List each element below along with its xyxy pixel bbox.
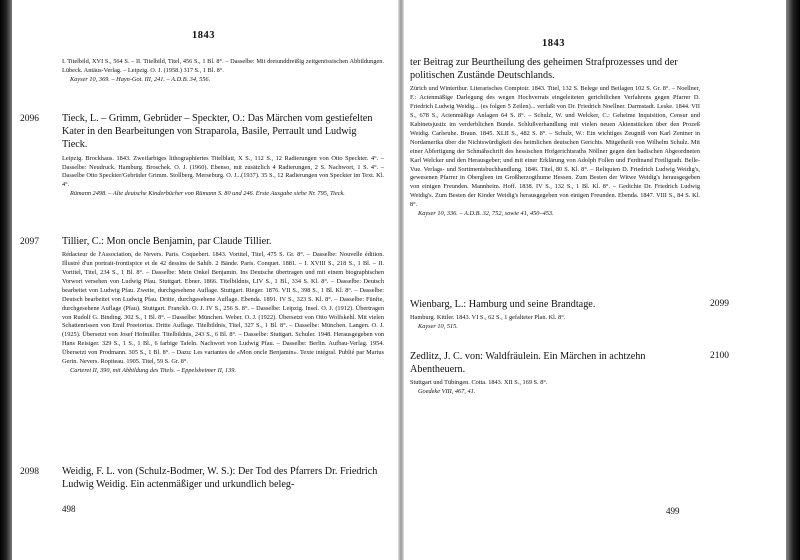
entry-body: Stuttgart und Tübingen. Cotta. 1843. XII S., 169 S. 8°. — [410, 379, 548, 387]
right-page — [410, 0, 780, 560]
entry-heading: Weidig, F. L. von (Schulz-Bodmer, W. S.): Der Tod des Pfarrers Dr. Friedrich Ludwig Weidig. Ein actenmäßiger und urkundlich beleg- — [62, 466, 378, 491]
catalog-entry — [62, 112, 384, 199]
page-year: 1843 — [192, 30, 215, 41]
entry-reference: Kayser 10, 515. — [418, 323, 458, 331]
entry-number: 2098 — [20, 467, 39, 477]
entry-heading: Zedlitz, J. C. von: Waldfräulein. Ein Märchen in achtzehn Abentheuern. — [410, 351, 646, 376]
entry-number: 2097 — [20, 237, 39, 247]
entry-body: Leipzig. Brockhaus. 1843. Zweifarbiges lithographiertes Titelblatt, X S., 112 S., 12 Radierungen von Otto Speckter. 4°. – Dasselbe: Neudruck. Hamburg. Broschek. O. J. (1960). Ebenso, mit zusätzlich 4 Radierungen, 2 S. Nachwort, 1 S. 4°. – Dasselbe Otto Speckter/Gebrüder Grimm. Stollberg. Merseburg. O. J...(1937). 35 S., 12 Radierungen von Speckter im Text. Kl. 4°. — [62, 154, 384, 189]
entry-reference: Goedeke VIII, 467, 41. — [418, 388, 476, 396]
entry-heading: Tieck, L. – Grimm, Gebrüder – Speckter, O.: Das Märchen vom gestiefelten Kater in den Bearbeitungen von Straparola, Basile, Perrault und Ludwig Tieck. — [62, 113, 373, 151]
entry-heading: Tillier, C.: Mon oncle Benjamin, par Claude Tillier. — [62, 236, 272, 247]
entry-reference: Rümann 2498. – Alte deutsche Kinderbücher von Rümann S. 80 und 246. Erste Ausgabe siehe Nr. 795, Tieck. — [70, 190, 345, 198]
entry-body: Rédacteur de l'Association, de Nevers. Paris. Coquebert. 1843. Vortitel, Titel, 475 S. Gr. 8°. – Dasselbe: Nouvelle édition. Illustré d'un portrait-frontispice et de 42 dessins de Sahib. 2 Bände. Paris. Conquet. 1881. – I. XVIII S., 218 S., 1 Bl. – II. Vortitel, Titel, 234 S., 1 Bl. 8°. – Dasselbe: Mein Onkel Benjamin. Ins Deutsche übertragen und mit einem biographischen Vorwort versehen von Ludwig Pfau. Stuttgart. Ebner. 1866. Titelbildnis, LIV S., 1 Bl., 334 S. Kl. 8°. – Dasselbe: Deutsch bearbeitet von Ludwig Pfau. Zweite, durchgesehene Auflage. Stuttgart. Rieger. 1876. VII S., 398 S., 1 Bl. Kl. 8°. – Dasselbe: Deutsch bearbeitet von Ludwig Pfau. Dritte, durchgesehene Auflage. Ebenda. 1891. IV S., 323 S. Kl. 8°. – Dasselbe: Fünfte, durchgesehene Auflage (Pfau). Stuttgart. Franckh. O. J. IV S., 256 S. 8°. – Dasselbe: Leipzig. Insel. O. J. (1912). Übertragen von Rudolf G. Binding. 302 S., 1 Bl. 8°. – Dasselbe: München. Weber. O. J. (1922). Übersetzt von Otto Wolfskehl. Mit vielen Schattenrissen von Emil Preetorius. Dritte Auflage. Titelbildnis, Titel, 327 S., 1 Bl. 8°. – Dasselbe: München. Langen. O. J. (1925). Übersetzt von Josef Hofmiller. Titelbildnis, 243 S., 6 Bl. 8°. – Dasselbe: Stuttgart. Schuler. 1948. Herausgegeben von Hans Reisiger. 329 S., 1 S., 1 Bl., 6 farbige Tafeln. Nachwort von Ludwig Pfau. – Dasselbe: Berlin. Aufbau-Verlag. 1954. Übersetzt von Prodmann. 305 S., 1 Bl. 8°. – Dazu: Les variantes de «Mon oncle Benjamin». Texte intégral. Publié par Marius Gerin. Nevers. Ropiteau. 1905. Titel, 59 S. Gr. 8°. — [62, 251, 384, 366]
continuation-entry — [62, 55, 384, 85]
page-number: 499 — [666, 506, 680, 516]
scan-edge-left — [0, 0, 12, 560]
entry-reference: Kayser 10, 336. – A.D.B. 32, 752, sowie 41, 450–453. — [418, 210, 554, 218]
entry-number: 2099 — [710, 299, 729, 309]
left-page — [20, 0, 390, 560]
catalog-entry — [62, 465, 384, 491]
continuation-entry — [410, 56, 700, 219]
catalog-entry — [410, 350, 700, 397]
entry-heading: Wienbarg, L.: Hamburg und seine Brandtage. — [410, 299, 596, 310]
catalog-entry — [410, 298, 700, 332]
scan-edge-right — [786, 0, 800, 560]
page-year: 1843 — [542, 38, 565, 49]
entry-reference: Carteret II, 390, mit Abbildung des Titels. – Eppelsheimer II, 139. — [70, 366, 236, 374]
entry-number: 2096 — [20, 114, 39, 124]
entry-body: Hamburg. Kittler. 1843. VI S., 62 S., 1 gefalteter Plan. Kl. 8°. — [410, 314, 566, 322]
book-gutter — [398, 0, 404, 560]
entry-body: I. Titelbild, XVI S., 564 S. – II. Titelbild, Titel, 456 S., 1 Bl. 8°. – Dasselbe: Mit dreiunddreißig zeitgenössischen Abbildungen. Lübeck. Antäus-Verlag. – Leipzig. O. J. (1958.) 317 S., 1 Bl. 8°. — [62, 58, 384, 74]
entry-heading: ter Beitrag zur Beurtheilung des geheimen Strafprozesses und der politischen Zustände Deutschlands. — [410, 57, 678, 82]
entry-reference: Kayser 10, 369. – Hayn-Got. III, 241. – A.D.B. 34, 556. — [70, 75, 211, 83]
page-number: 498 — [62, 504, 76, 514]
entry-body: Zürich und Winterthur. Literarisches Comptoir. 1843. Titel, 132 S. Belege und Beilagen 102 S. Gr. 8°. – Noellner, F.: Actenmäßige Darlegung des wegen Hochverrats eingeleiteten gerichtlichen Verfahrens gegen Pfarrer D. Friedrich Ludwig Weidig... (es folgen 5 Zeilen)... verfaßt von Dr. Friedrich Noellner. Darmstadt. Leske. 1844. VII S., 678 S., Actenmäßige Anlagen 64 S. 8°. – Schulz, W. und Welcker, C.: Geheime Inquisition, Censur und Kabinetsjustiz im verderblichen Bunde. Schlußverhandlung mit vielen neuen Aktenstücken über den Prozeß Weidig. Carlsruhe. Braun. 1845. XLII S., 482 S. 8°. – Schulz, W.: Ein wichtiges Zeugniß von Karl Zentner in Nordamerika über die Nichtswürdigkeit des heimlichen deutschen Gerichts. Mitgetheilt von Wilhelm Schulz. Mit einer Abfertigung der Schmähschrift des hessischen Hofgerichtsraths Nöllner gegen den badischen Abgeordneten Karl Welcker und den Herausgeber; und mit einer Erklärung von Adolph Follen und Ferdinand Freiligrath. Belle-Vue. Verlags- und Sortimentsbuchhandlung. 1846. Titel, 80 S. Kl. 8°. – Reliquien D. Friedrich Ludwig Weidig's, gewesenen Pfarrer in Obergleen im Großherzogthume Hessen. Zum Besten der Witwe Weidig's herausgegeben von einigen Freunden. Mannheim. Hoff. 1838. IV S., 132 S., 1 Bl. Kl. 8°. – Gedichte Dr. Friedrich Ludwig Weidig's. Zum Besten der Kinder Weidig's herausgegeben von einigen Freunden. Ebenda. 1847. VIII S., 84 S. Kl. 8°. — [410, 85, 700, 209]
catalog-entry — [62, 235, 384, 376]
entry-number: 2100 — [710, 351, 729, 361]
